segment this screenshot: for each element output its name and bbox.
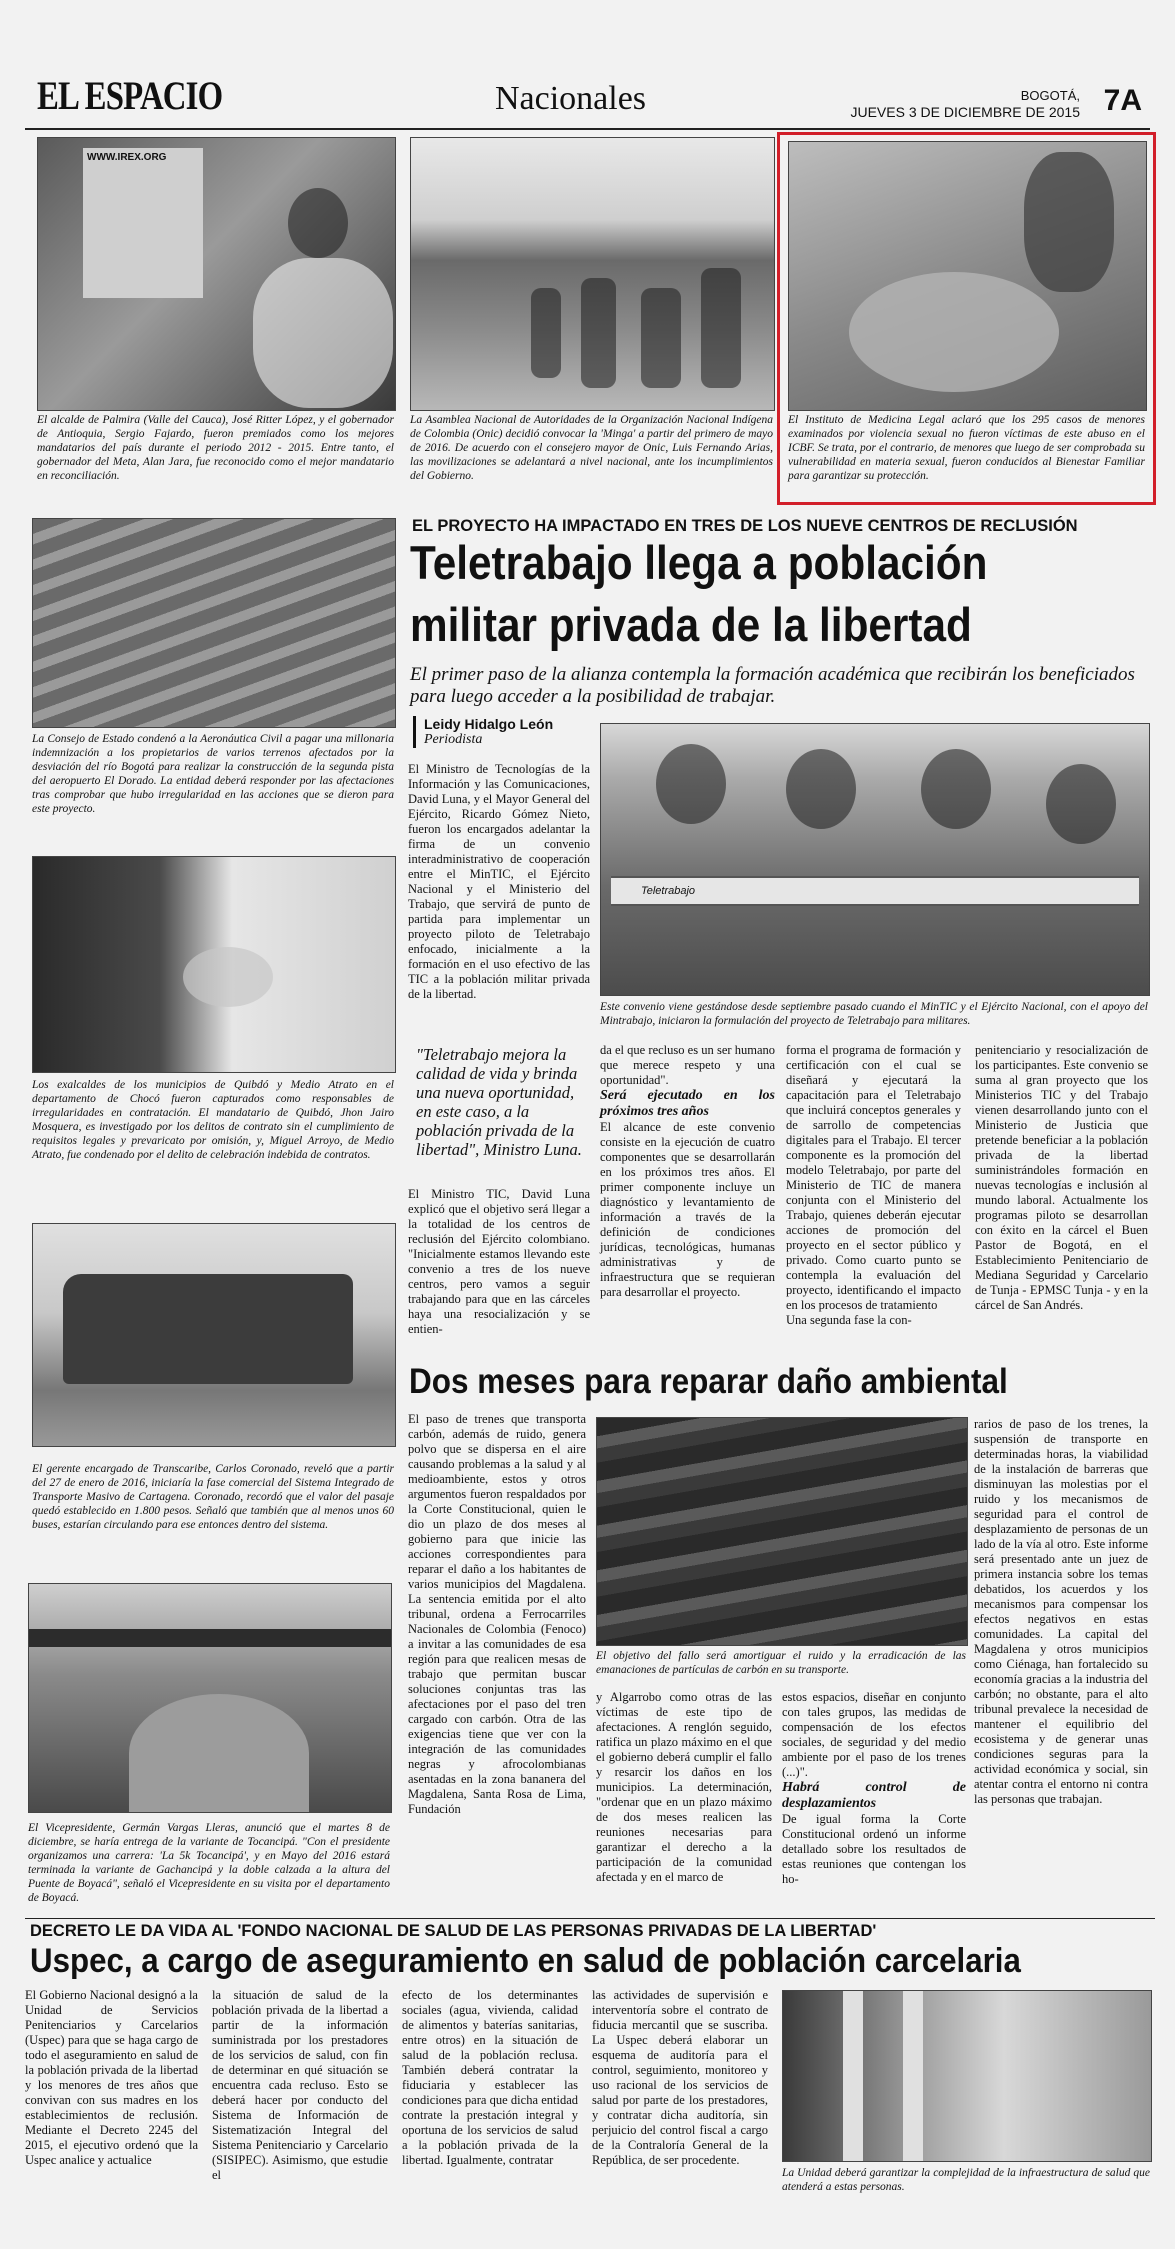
photo-mayor [37, 137, 396, 411]
dateline-date: JUEVES 3 DE DICIEMBRE DE 2015 [850, 104, 1080, 120]
bar-shape [843, 1991, 863, 2161]
photo-teddy-bear [788, 141, 1147, 411]
dano-col1: El paso de trenes que transporta carbón, además de ruido, genera polvo que se dispersa en el aire causando problemas a la salud y al medioambiente, estos y otros argumentos fueron respaldados por la Corte Constitucional, quien le dio un plazo de dos meses al gobierno para que inicie las acciones correspondientes para reparar el daño a los habitantes de varios municipios del Magdalena. La sentencia emitida por el alto tribunal, ordena a Ferrocarriles Nacionales de Colombia (Fenoco) a invitar a las comunidades de esa región para que realicen mesas de trabajo que permitan buscar soluciones conjuntas tras las afectaciones por el paso del tren cargado con carbón. Otra de las exigencias tiene que ver con la integración de las comunidades negras y afrocolombianas asentadas en la zona bananera del Magdalena, Santa Rosa de Lima, Fundación [408, 1412, 586, 1816]
dano-headline: Dos meses para reparar daño ambiental [409, 1362, 1008, 1401]
tele-headline-1: Teletrabajo llega a población [410, 536, 988, 589]
bus-shape [63, 1274, 353, 1384]
tele-deck: El primer paso de la alianza contempla la formación académica que recibirán los beneficiados para luego acceder a la posibilidad de trabajar. [410, 664, 1135, 707]
bridge-shape [29, 1629, 391, 1647]
tele-col4: penitenciario y resocialización de los participantes. Este convenio se suma al gran proyecto que los Ministerios TIC y del Trabajo vienen desarrollando junto con el Ministerio de Justicia que pretende beneficiar a la población privada de la libertad suministrándoles formación en nuevas tecnologías e inclusión al mundo laboral. Actualmente los programas piloto se desarrollan con éxito en la cárcel el Buen Pastor de Bogotá, en el Establecimiento Penitenciario de Mediana Seguridad y Carcelario de Tunja - EPMSC Tunja - y en la cárcel de San Andrés. [975, 1043, 1148, 1312]
uspec-col3: efecto de los determinantes sociales (agua, vivienda, calidad de alimentos y baterías sanitarias, entre otros) en la situación de salud de la población reclusa. También deberá contratar la fiduciaria y establecer las condiciones para que dicha entidad contrate la prestación integral y oportuna de los servicios de salud a la población privada de la libertad. Igualmente, contratar [402, 1988, 578, 2167]
tele-col1-b: El Ministro TIC, David Luna explicó que el objetivo será llegar a la totalidad de los centros de reclusión del Ejército colombiano. "Inicialmente estamos llevando este convenio a tres de los nueve centros, pero vamos a seguir trabajando para que en las cárceles haya una resocialización y se entien- [408, 1187, 590, 1336]
dateline-city: BOGOTÁ, [1020, 88, 1080, 103]
dano-col4: rarios de paso de los trenes, la suspensión de transporte en determinadas horas, la viabilidad de la instalación de barreras que disminuyan las molestias por el ruido y los mecanismos de seguridad para el control de desplazamiento de personas de un lado de la vía al otro. Este informe será presentado ante un juez de primera instancia sobre los temas debatidos, los acuerdos y los mecanismos para compensar los efectos negativos en estas comunidades. La capital del Magdalena y otros municipios como Ciénaga, han fortalecido su economía gracias a la industria del carbón; no obstante, para el alto tribunal prevalece la necesidad de mantener el equilibrio del ecosistema y de generar unas condiciones seguras para la actividad económica y social, sin atentar contra el entorno ni contra las personas que trabajan. [974, 1417, 1148, 1806]
section-title: Nacionales [495, 80, 647, 117]
caption-airport: La Consejo de Estado condenó a la Aeronáutica Civil a pagar una millonaria indemnización a los propietarios de varios terrenos afectados por la desviación del río Bogotá para realizar la construcción de la segunda pista del aeropuerto El Dorado. La entidad deberá responder por las afectaciones tras comprobar que hubo irregularidad en las acciones que se dieron para este proyecto. [32, 733, 394, 815]
author-name: Leidy Hidalgo León [424, 716, 554, 732]
tele-byline [413, 716, 593, 748]
tele-kicker: EL PROYECTO HA IMPACTADO EN TRES DE LOS NUEVE CENTROS DE RECLUSIÓN [412, 517, 1078, 535]
dano-col2: y Algarrobo como otras de las víctimas de este tipo de afectaciones. A renglón seguido, ratifica un plazo máximo en el que el gobierno deberá cumplir el fallo y resarcir los daños en los municipios. La determinación, "ordenar que en un plazo máximo de dos meses realicen las reuniones necesarias para garantizar el derecho a la participación de la comunidad afectada y en el marco de [596, 1690, 772, 1884]
caption-quibdo: Los exalcaldes de los municipios de Quibdó y Medio Atrato en el departamento de Chocó fueron capturados como responsables de irregularidades en contratación. El mandatario de Quibdó, Jhon Jairo Mosquera, es investigado por los delitos de contrato sin el cumplimiento de requisitos legales y prevaricato por omisión, y, Miguel Arroyo, de Medio Atrato, fue condenado por el delito de celebración indebida de contratos. [32, 1079, 394, 1161]
caption-military-signing: Este convenio viene gestándose desde septiembre pasado cuando el MinTIC y el Ejército Nacional, con el apoyo del Mintrabajo, iniciaron la formulación del proyecto de Teletrabajo para militares. [600, 1001, 1148, 1027]
dano-col3: estos espacios, diseñar en conjunto con tales grupos, las medidas de compensación de los efectos sociales, de seguridad y del medio ambiente por el paso de los trenes (...)". Habrá control de desplazamientos De igual forma la Corte Constitucional ordenó un informe detallado sobre los resultados de estas reuniones que contengan los ho- [782, 1690, 966, 1886]
banner-text: Teletrabajo [641, 885, 696, 897]
photo-handcuffs [32, 856, 396, 1073]
uspec-rule [25, 1918, 1155, 1919]
author-role: Periodista [424, 732, 483, 747]
caption-tocancipa: El Vicepresidente, Germán Vargas Lleras, anunció que el martes 8 de diciembre, se haría entrega de la variante de Tocancipá. "Con el presidente organizamos una carrera: 'La 5k Tocancipá', y en Mayo del 2016 estará terminada la variante de Gachancipá y la doble calzada a la altura del Puente de Boyacá", señaló el Vicepresidente en su visita por el departamento de Boyacá. [28, 1822, 390, 1904]
photo-bus [32, 1223, 396, 1447]
photo-minga [410, 137, 775, 411]
bar-shape [903, 1991, 923, 2161]
caption-mayor: El alcalde de Palmira (Valle del Cauca), José Ritter López, y el gobernador de Antioquia, Sergio Fajardo, fueron premiados como los mejores mandatarios del país durante el periodo 2012 - 2015. Entre tanto, el gobernador del Meta, Alan Jara, fue reconocido como el mejor mandatario en reconciliación. [37, 414, 394, 482]
caption-minga: La Asamblea Nacional de Autoridades de la Organización Nacional Indígena de Colombia (Onic) decidió convocar la 'Minga' a partir del primero de mayo de 2016. De acuerdo con el consejero mayor de Onic, Luis Fernando Arias, las movilizaciones se adelantará a nivel nacional, ante los incumplimientos del Gobierno. [410, 414, 773, 482]
caption-prison-bars: La Unidad deberá garantizar la complejidad de la infraestructura de salud que atenderá a estas personas. [782, 2167, 1150, 2193]
uspec-headline: Uspec, a cargo de aseguramiento en salud de población carcelaria [30, 1942, 1021, 1980]
uspec-col4: las actividades de supervisión e interventoría sobre el contrato de fiducia mercantil que se suscriba. La Uspec deberá elaborar un esquema de auditoría para el control, seguimiento, monitoreo y uso racional de los servicios de salud por parte de los prestadores, y contratar dicha auditoría, sin perjuicio del control fiscal a cargo de la Contraloría General de la República, de ser procedente. [592, 1988, 768, 2167]
poster [83, 148, 203, 298]
photo-coal-train [596, 1417, 968, 1646]
poster-text: WWW.IREX.ORG [87, 152, 167, 163]
photo-prison-bars [782, 1990, 1152, 2162]
masthead [25, 64, 1150, 126]
tele-col1-a: El Ministro de Tecnologías de la Información y las Comunicaciones, David Luna, y el Mayor General del Ejército, Ricardo Gómez Nieto, fueron los encargados adelantar la firma de un convenio interadministrativo de cooperación entre el MinTIC, el Ejército Nacional y el Ministerio del Trabajo, que servirá de punto de partida para implementar un proyecto piloto de Teletrabajo enfocado, inicialmente a la formación en el uso efectivo de las TIC a la población militar privada de la libertad. [408, 762, 590, 1001]
masthead-rule [25, 128, 1150, 130]
caption-transcaribe: El gerente encargado de Transcaribe, Carlos Coronado, reveló que a partir del 27 de enero de 2016, iniciaría la fase comercial del Sistema Integrado de Transporte Masivo de Cartagena. Coronado, recordó que el valor del pasaje quedó establecido en 1.800 pesos. Señaló que también que al menos unos 60 buses, estarían circulando para ese entonces dentro del sistema. [32, 1463, 394, 1531]
photo-airport [32, 518, 396, 728]
page-number: 7A [1103, 84, 1142, 117]
newspaper-logo: EL ESPACIO [37, 73, 223, 118]
caption-medicina-legal: El Instituto de Medicina Legal aclaró que los 295 casos de menores examinados por violencia sexual no fueron víctimas de este abuso en el ICBF. Se trata, por el contrario, de menores que luego de ser comprobada su vulnerabilidad en materia sexual, fueron conducidos al Bienestar Familiar para garantizar su protección. [788, 414, 1145, 482]
subhead-tres-anos: Será ejecutado en los próximos tres años [600, 1088, 775, 1119]
caption-coal-train: El objetivo del fallo será amortiguar el ruido y la erradicación de las emanaciones de partículas de carbón en su transporte. [596, 1650, 966, 1676]
uspec-kicker: DECRETO LE DA VIDA AL 'FONDO NACIONAL DE SALUD DE LAS PERSONAS PRIVADAS DE LA LIBERTAD' [30, 1922, 877, 1940]
tele-col3: forma el programa de formación y certificación con el cual se diseñará y ejecutará la capacitación para el Teletrabajo que incluirá conceptos generales y de sarrollo de competencias digitales para el Trabajo. El tercer componente es la promoción del modelo Teletrabajo, por parte del Ministerio de TIC de manera conjunta con el Ministerio del Trabajo, quienes deberán ejecutar acciones de promoción del proyecto en el sector público y privado. Como cuarto punto se contempla la evaluación del proyecto, identificando el impacto en los procesos de tratamiento Una segunda fase la con- [786, 1043, 961, 1327]
tele-pull-quote: "Teletrabajo mejora la calidad de vida y brinda una nueva oportunidad, en este caso, a la población privada de la libertad", Ministro Luna. [416, 1045, 582, 1159]
uspec-col1: El Gobierno Nacional designó a la Unidad de Servicios Penitenciarios y Carcelarios (Uspec) para que se haga cargo de todo el aseguramiento en salud de la población privada de la libertad y los menores de tres años que convivan con sus madres en los establecimientos de reclusión. Mediante el Decreto 2245 del 2015, el ejecutivo ordenó que la Uspec analice y actualice [25, 1988, 198, 2167]
uspec-col2: la situación de salud de la población privada de la libertad a partir de la información suministrada por los prestadores de los servicios de salud, con fin de determinar en qué situación se encuentra cada recluso. Esto se deberá hacer por conducto del Sistema de Información de Sistematización Integral del Sistema Penitenciario y Carcelario (SISIPEC). Asimismo, que estudie el [212, 1988, 388, 2182]
road-shape [129, 1694, 309, 1812]
teletrabajo-banner [611, 876, 1139, 906]
photo-highway [28, 1583, 392, 1813]
photo-military-signing [600, 723, 1150, 996]
tele-headline-2: militar privada de la libertad [410, 598, 972, 651]
subhead-desplazamientos: Habrá control de desplazamientos [782, 1780, 966, 1811]
tele-col2: da el que recluso es un ser humano que merece respeto y una oportunidad". Será ejecutado en los próximos tres años El alcance de este convenio consiste en la ejecución de cuatro componentes que se desarrollarán en los próximos tres años. El primer componente incluye un diagnóstico y levantamiento de información a través de la definición de condiciones jurídicas, tecnológicas, humanas administrativas y de infraestructura que se requieran para desarrollar el proyecto. [600, 1043, 775, 1299]
